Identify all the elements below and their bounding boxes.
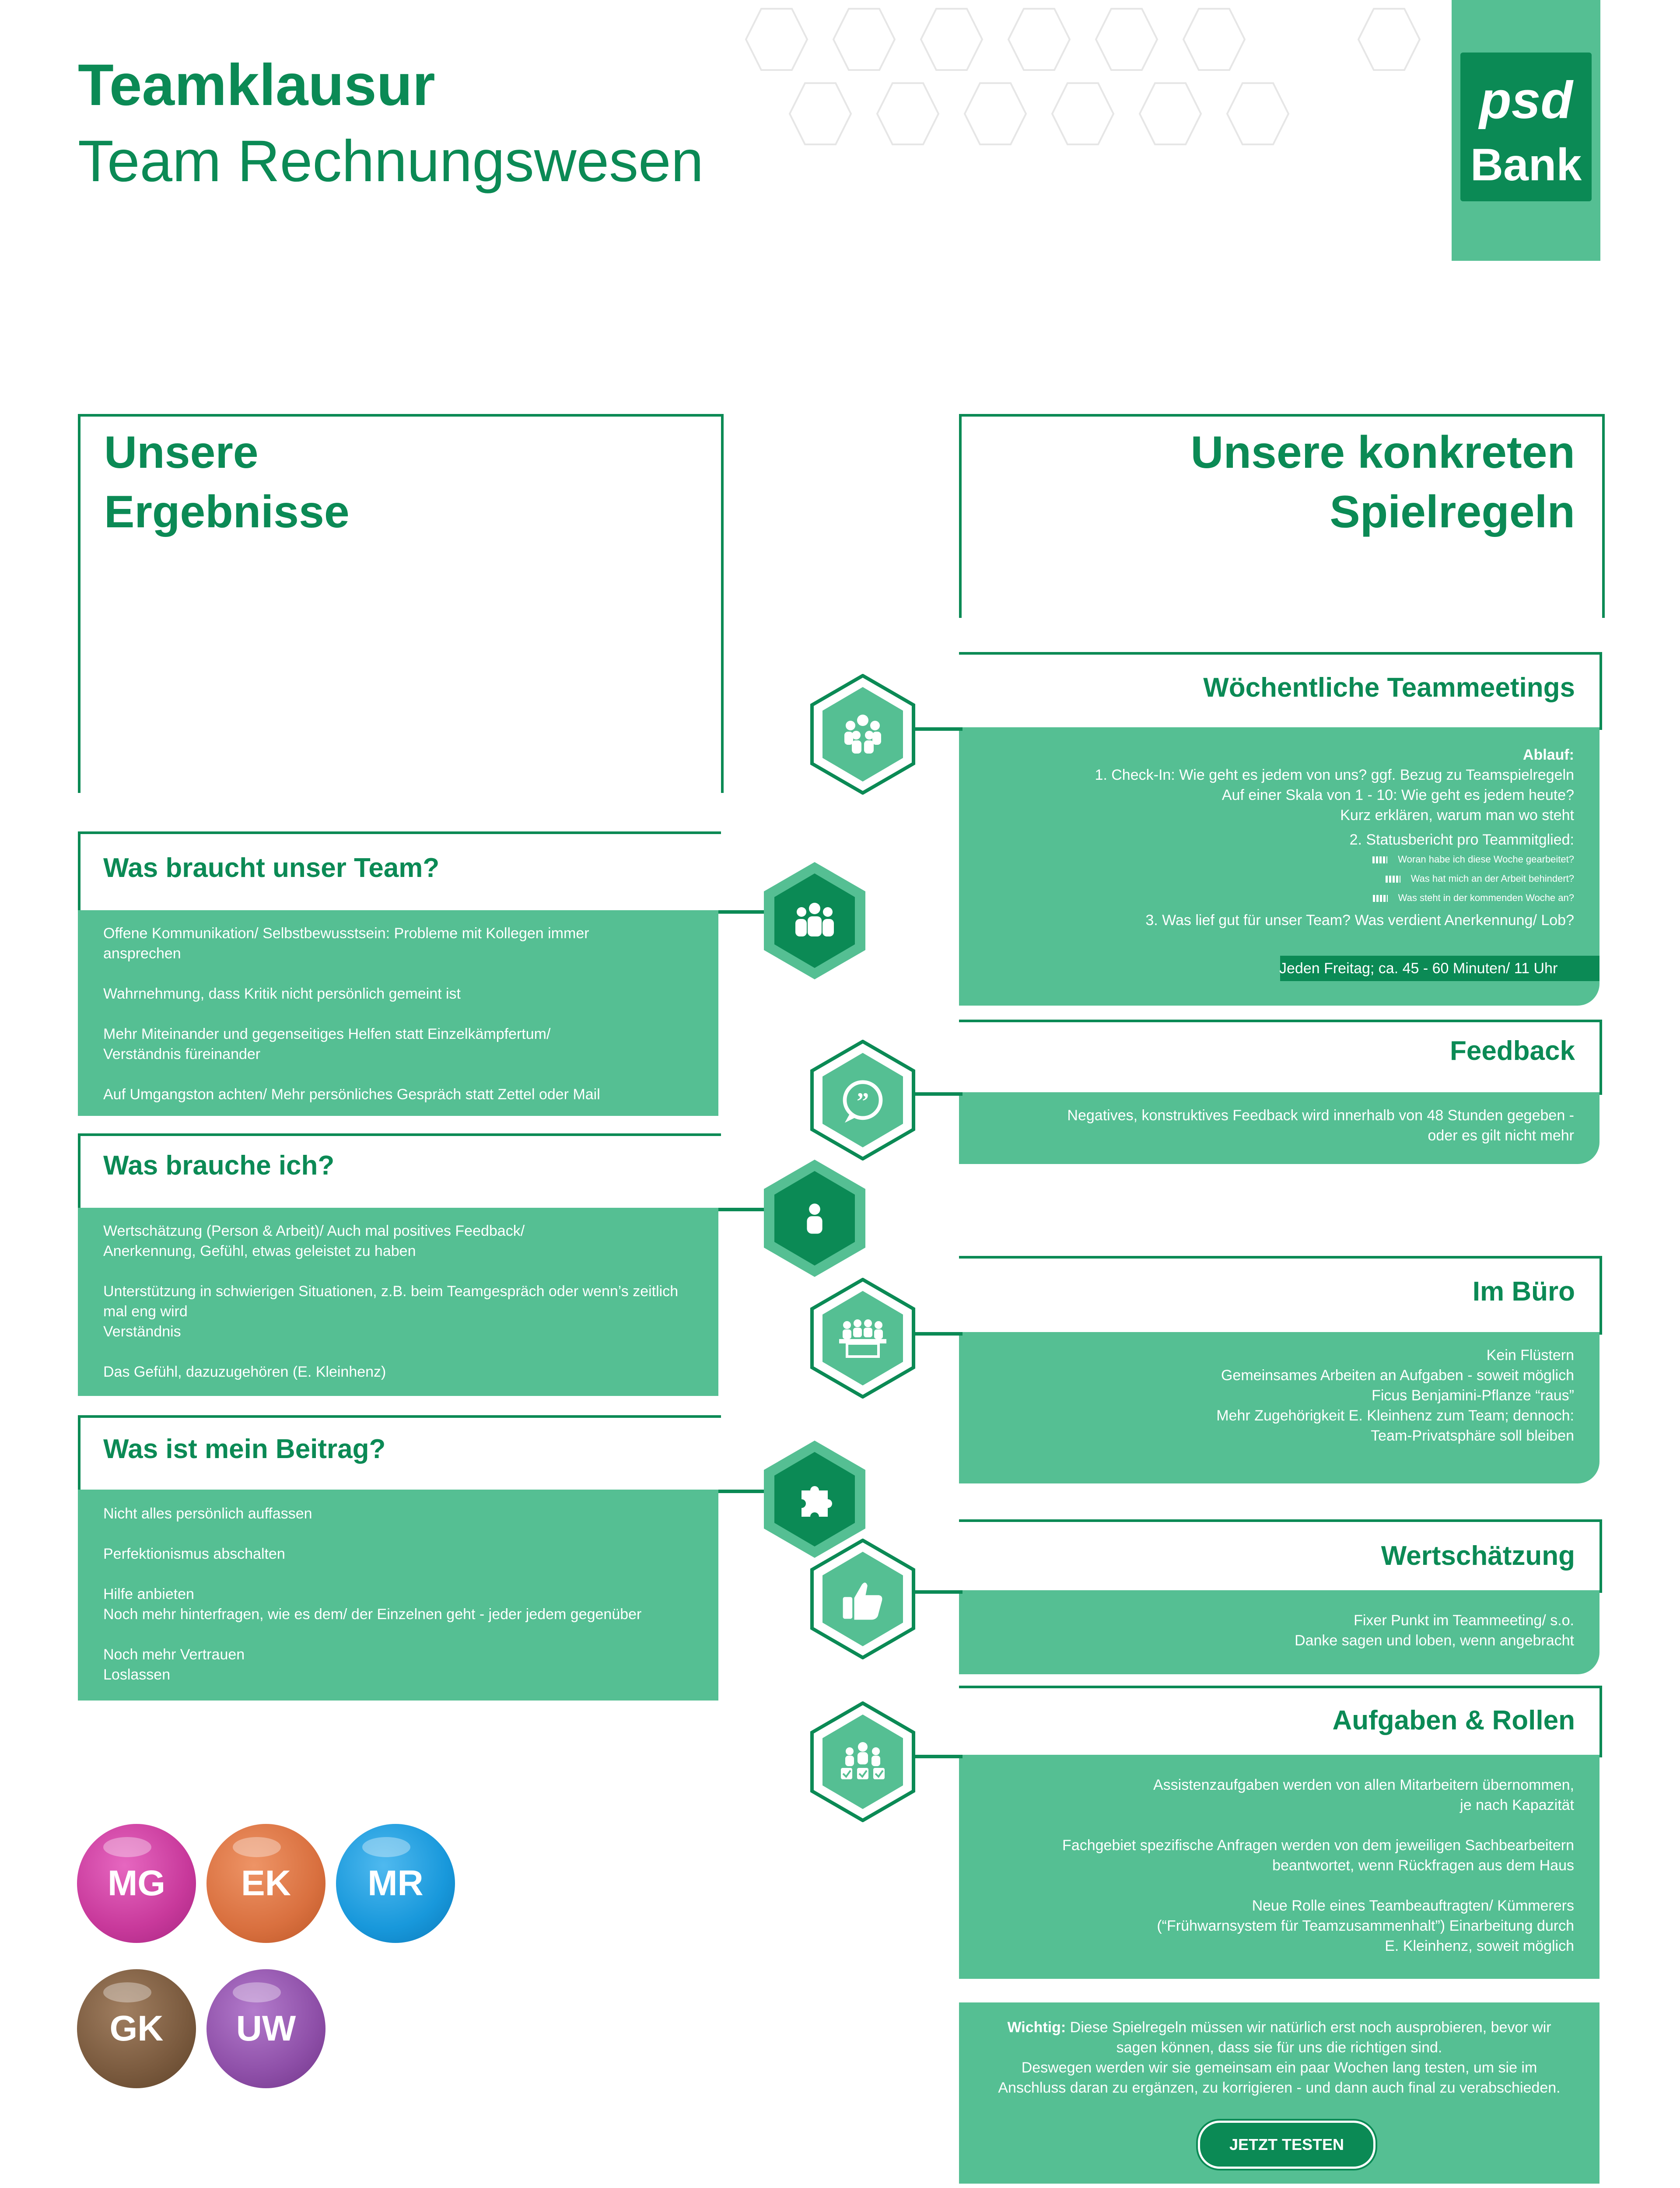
meetings-subitem: Was steht in der kommenden Woche an? <box>970 888 1574 908</box>
feedback-line: Negatives, konstruktives Feedback wird innerhalb von 48 Stunden gegeben - <box>1067 1107 1574 1124</box>
office-heading: Im Büro <box>1472 1276 1575 1307</box>
meetings-subitem: Woran habe ich diese Woche gearbeitet? <box>970 850 1574 869</box>
contribution-heading: Was ist mein Beitrag? <box>103 1434 386 1464</box>
contribution-item: Loslassen <box>103 1666 171 1683</box>
team-heading: Was braucht unser Team? <box>103 853 440 883</box>
team-item: Auf Umgangston achten/ Mehr persönliches Gespräch statt Zettel oder Mail <box>103 1086 600 1103</box>
meetings-time: Jeden Freitag; ca. 45 - 60 Minuten/ 11 Uhr <box>1279 960 1558 977</box>
meetings-panel <box>959 727 1600 1006</box>
team-icon <box>836 712 889 756</box>
appreciation-heading: Wertschätzung <box>1381 1541 1575 1571</box>
meetings-line: Auf einer Skala von 1 - 10: Wie geht es jedem heute? <box>1222 787 1574 803</box>
svg-text:”: ” <box>856 1088 869 1115</box>
office-hex-icon <box>810 1278 915 1399</box>
results-title-line2: Ergebnisse <box>104 487 350 537</box>
appreciation-line: Danke sagen und loben, wenn angebracht <box>1295 1632 1574 1649</box>
meetings-line: Kurz erklären, warum man wo steht <box>1340 807 1574 824</box>
team-item: Offene Kommunikation/ Selbstbewusstsein: Probleme mit Kollegen immer ansprechen <box>103 925 589 962</box>
thumbs-up-icon <box>839 1576 886 1623</box>
note-line: Deswegen werden wir sie gemeinsam ein paar Wochen lang testen, um sie im <box>1021 2059 1537 2076</box>
office-line: Team-Privatsphäre soll bleiben <box>1371 1427 1574 1444</box>
me-heading: Was brauche ich? <box>103 1150 335 1181</box>
hexagon-pattern-top <box>744 0 1488 166</box>
puzzle-icon <box>791 1477 838 1521</box>
team-item: Mehr Miteinander und gegenseitiges Helfen statt Einzelkämpfertum/ Verständnis füreinander <box>103 1026 551 1062</box>
contribution-item: Hilfe anbieten <box>103 1586 194 1602</box>
note-line: sagen können, dass sie für uns die richtigen sind. <box>1116 2039 1442 2056</box>
team-panel <box>78 910 718 1116</box>
roles-panel <box>959 1755 1600 1979</box>
me-item: Verständnis <box>103 1323 181 1340</box>
page-title: Teamklausur <box>78 53 435 118</box>
page-subtitle: Team Rechnungswesen <box>78 129 704 194</box>
roles-hex-icon <box>810 1701 915 1822</box>
roles-heading: Aufgaben & Rollen <box>1332 1705 1575 1736</box>
contribution-item: Perfektionismus abschalten <box>103 1546 285 1562</box>
office-line: Ficus Benjamini-Pflanze “raus” <box>1372 1387 1574 1404</box>
roles-line: je nach Kapazität <box>1460 1797 1574 1813</box>
me-item: Wertschätzung (Person & Arbeit)/ Auch mal positives Feedback/ Anerkennung, Gefühl, etwas geleistet zu haben <box>103 1223 525 1259</box>
roles-line: E. Kleinhenz, soweit möglich <box>1385 1938 1574 1954</box>
me-item: Das Gefühl, dazuzugehören (E. Kleinhenz) <box>103 1364 386 1380</box>
connector-line <box>910 1092 962 1096</box>
contribution-item: Nicht alles persönlich auffassen <box>103 1505 312 1522</box>
me-item: Unterstützung in schwierigen Situationen, z.B. beim Teamgespräch oder wenn’s zeitlich mal eng wird <box>103 1283 679 1320</box>
person-icon <box>797 1196 832 1240</box>
contribution-panel <box>78 1490 718 1701</box>
results-title-line1: Unsere <box>104 427 259 478</box>
contribution-item: Noch mehr Vertrauen <box>103 1646 245 1663</box>
bubble-label: MR <box>368 1863 424 1903</box>
participant-bubble-mg <box>77 1824 196 1943</box>
office-panel <box>959 1332 1600 1483</box>
team-item: Wahrnehmung, dass Kritik nicht persönlich gemeint ist <box>103 985 461 1002</box>
logo-text-bank: Bank <box>1470 140 1582 190</box>
roles-line: beantwortet, wenn Rückfragen aus dem Haus <box>1272 1857 1574 1874</box>
appreciation-panel <box>959 1590 1600 1674</box>
meetings-line: 2. Statusbericht pro Teammitglied: <box>1349 831 1574 848</box>
logo-text-psd: psd <box>1479 71 1573 130</box>
appreciation-line: Fixer Punkt im Teammeeting/ s.o. <box>1354 1612 1574 1629</box>
roles-line: Fachgebiet spezifische Anfragen werden von dem jeweiligen Sachbearbeitern <box>1062 1837 1574 1854</box>
bubble-label: GK <box>109 2009 164 2048</box>
bars-icon <box>1373 895 1388 902</box>
psd-bank-logo <box>1452 0 1600 261</box>
meetings-line: 3. Was lief gut für unser Team? Was verdient Anerkennung/ Lob? <box>1145 912 1574 929</box>
bubble-label: UW <box>236 2009 296 2048</box>
roles-line: Neue Rolle eines Teambeauftragten/ Kümmerers <box>1252 1897 1574 1914</box>
results-title <box>104 423 350 542</box>
roles-line: (“Frühwarnsystem für Teamzusammenhalt”) Einarbeitung durch <box>1157 1918 1574 1934</box>
me-hex-icon <box>762 1158 867 1279</box>
connector-line <box>910 1332 962 1336</box>
bubble-label: MG <box>107 1863 166 1903</box>
connector-line <box>910 727 962 731</box>
bars-icon <box>1386 876 1400 883</box>
meetings-ablauf: Ablauf: <box>1522 747 1574 763</box>
speech-bubble-icon <box>839 1077 886 1125</box>
feedback-line: oder es gilt nicht mehr <box>1428 1127 1574 1144</box>
meetings-line: 1. Check-In: Wie geht es jedem von uns? ggf. Bezug zu Teamspielregeln <box>1095 767 1574 783</box>
meetings-hex-icon <box>810 674 915 795</box>
participant-bubble-ek <box>206 1824 326 1943</box>
feedback-panel <box>959 1092 1600 1164</box>
participant-bubble-uw <box>206 1969 326 2088</box>
office-line: Mehr Zugehörigkeit E. Kleinhenz zum Team; dennoch: <box>1216 1407 1574 1424</box>
contribution-item: Noch mehr hinterfragen, wie es dem/ der Einzelnen geht - jeder jedem gegenüber <box>103 1606 642 1623</box>
feedback-hex-icon <box>810 1040 915 1161</box>
team-hex-icon <box>762 860 867 981</box>
rules-title-line2: Spielregeln <box>1330 487 1575 537</box>
connector-line <box>910 1590 962 1594</box>
office-line: Gemeinsames Arbeiten an Aufgaben - soweit möglich <box>1221 1367 1574 1384</box>
roles-checklist-icon <box>835 1740 891 1784</box>
test-now-button[interactable] <box>1198 2121 1376 2169</box>
meetings-heading: Wöchentliche Teammeetings <box>1203 673 1575 703</box>
me-panel <box>78 1208 718 1396</box>
feedback-heading: Feedback <box>1449 1036 1575 1066</box>
office-line: Kein Flüstern <box>1486 1347 1574 1364</box>
participant-bubble-mr <box>336 1824 455 1943</box>
people-icon <box>788 899 841 943</box>
note-line: Anschluss daran zu ergänzen, zu korrigieren - und dann auch final zu verabschieden. <box>998 2079 1561 2096</box>
test-now-label: JETZT TESTEN <box>1229 2135 1344 2153</box>
note-panel <box>959 2002 1600 2184</box>
participant-bubble-gk <box>77 1969 196 2088</box>
note-line: Wichtig: Diese Spielregeln müssen wir natürlich erst noch ausprobieren, bevor wir <box>1007 2019 1551 2036</box>
appreciation-hex-icon <box>810 1539 915 1659</box>
connector-line <box>910 1755 962 1758</box>
bars-icon <box>1372 856 1387 863</box>
rules-title-line1: Unsere konkreten <box>1190 427 1575 478</box>
meetings-subitem: Was hat mich an der Arbeit behindert? <box>970 869 1574 888</box>
roles-line: Assistenzaufgaben werden von allen Mitarbeitern übernommen, <box>1153 1777 1574 1793</box>
bubble-label: EK <box>241 1863 291 1903</box>
rules-title <box>962 423 1575 542</box>
meeting-table-icon <box>835 1316 891 1360</box>
